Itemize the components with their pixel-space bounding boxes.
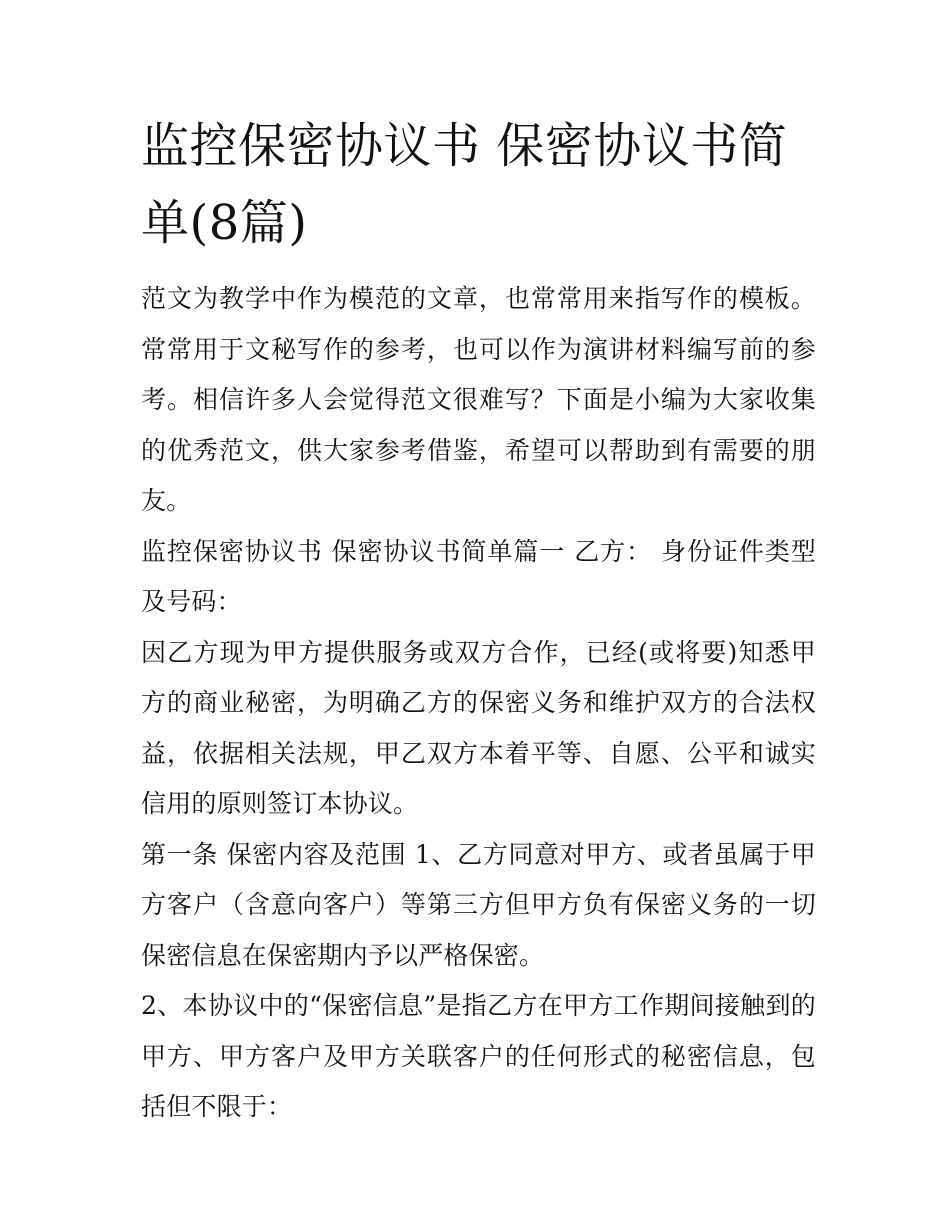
preamble-paragraph: 因乙方现为甲方提供服务或双方合作，已经(或将要)知悉甲方的商业秘密，为明确乙方的保密义务和维护双方的合法权益，依据相关法规，甲乙双方本着平等、自愿、公平和诚实信用的原则签订本协议。 <box>141 637 816 818</box>
confidential-info-paragraph: 2、本协议中的“保密信息”是指乙方在甲方工作期间接触到的甲方、甲方客户及甲方关联客户的任何形式的秘密信息，包括但不限于： <box>141 991 816 1121</box>
document-body <box>141 108 816 1133</box>
intro-paragraph: 范文为教学中作为模范的文章，也常常用来指写作的模板。常常用于文秘写作的参考，也可以作为演讲材料编写前的参考。相信许多人会觉得范文很难写？下面是小编为大家收集的优秀范文，供大家参考借鉴，希望可以帮助到有需要的朋友。 <box>141 284 816 515</box>
section-heading-paragraph: 监控保密协议书 保密协议书简单篇一 乙方： 身份证件类型及号码： <box>141 536 816 616</box>
document-title: 监控保密协议书 保密协议书简单(8篇) <box>141 118 788 251</box>
article-one-paragraph: 第一条 保密内容及范围 1、乙方同意对甲方、或者虽属于甲方客户（含意向客户）等第三方但甲方负有保密义务的一切保密信息在保密期内予以严格保密。 <box>141 839 816 970</box>
